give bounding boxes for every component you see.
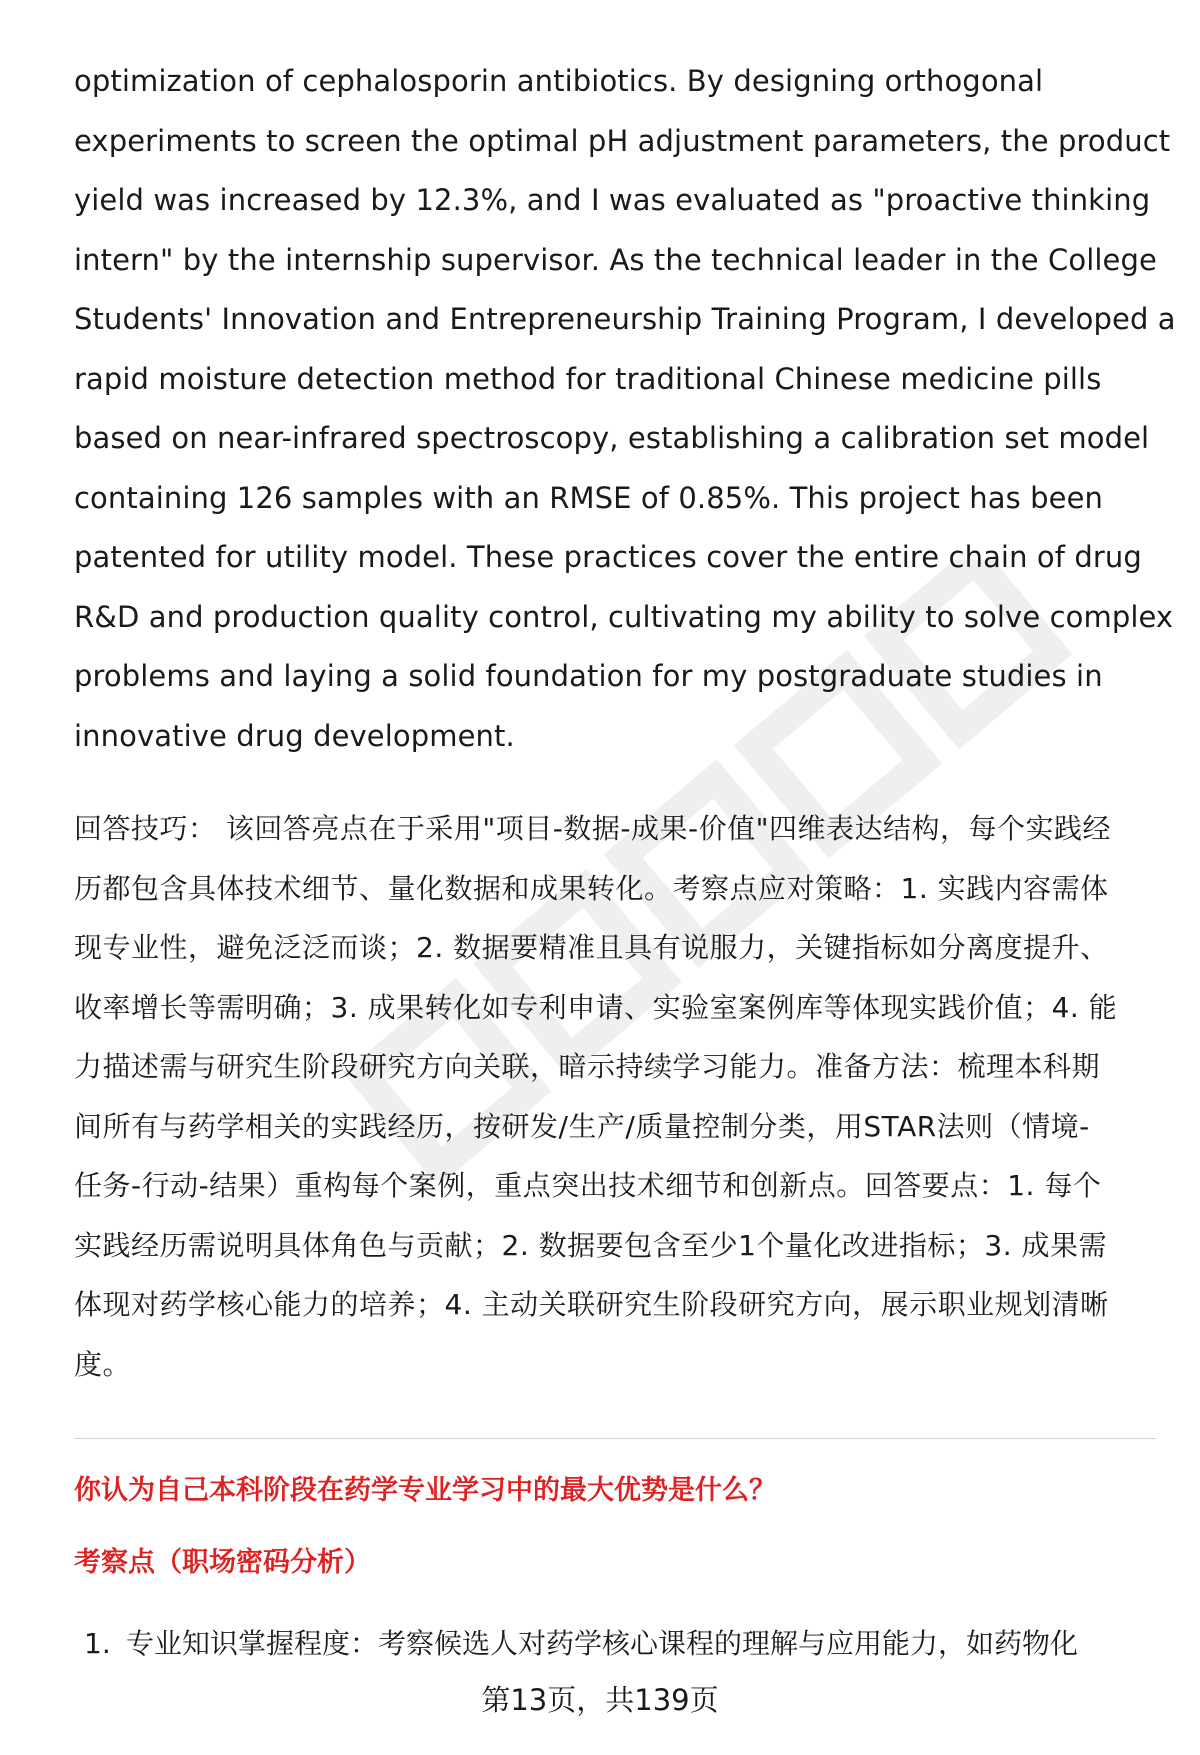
text-line: 体现对药学核心能力的培养；4. 主动关联研究生阶段研究方向，展示职业规划清晰 xyxy=(74,1288,1109,1321)
text-line: 回答技巧： 该回答亮点在于采用"项目-数据-成果-价值"四维表达结构，每个实践经 xyxy=(74,812,1111,845)
text-line: yield was increased by 12.3%, and I was evaluated as "proactive thinking xyxy=(74,183,1151,217)
text-line: patented for utility model. These practices cover the entire chain of drug xyxy=(74,540,1142,574)
text-line: optimization of cephalosporin antibiotics. By designing orthogonal xyxy=(74,64,1044,98)
text-line: problems and laying a solid foundation for my postgraduate studies in xyxy=(74,659,1103,693)
text-line: innovative drug development. xyxy=(74,718,515,753)
text-line: rapid moisture detection method for traditional Chinese medicine pills xyxy=(74,361,1102,396)
text-line: 间所有与药学相关的实践经历，按研发/生产/质量控制分类，用STAR法则（情境- xyxy=(74,1109,1090,1143)
text-line: experiments to screen the optimal pH adjustment parameters, the product xyxy=(74,123,1171,158)
text-line: 收率增长等需明确；3. 成果转化如专利申请、实验室案例库等体现实践价值；4. 能 xyxy=(74,990,1118,1024)
text-line: 现专业性，避免泛泛而谈；2. 数据要精准且具有说服力，关键指标如分离度提升、 xyxy=(74,931,1109,964)
text-line: 力描述需与研究生阶段研究方向关联，暗示持续学习能力。准备方法：梳理本科期 xyxy=(74,1050,1101,1083)
list-item-text: 专业知识掌握程度：考察候选人对药学核心课程的理解与应用能力，如药物化 xyxy=(126,1627,1079,1660)
section-divider xyxy=(74,1438,1156,1439)
text-line: 任务-行动-结果）重构每个案例，重点突出技术细节和创新点。回答要点：1. 每个 xyxy=(74,1169,1102,1202)
text-line: intern" by the internship supervisor. As the technical leader in the College xyxy=(74,242,1157,277)
text-line: Students' Innovation and Entrepreneurship Training Program, I developed a xyxy=(74,302,1176,336)
text-line: R&D and production quality control, cultivating my ability to solve complex xyxy=(74,599,1174,634)
list-item xyxy=(84,1622,1078,1662)
answer-tips-paragraph xyxy=(74,799,1154,1394)
section-heading: 考察点（职场密码分析） xyxy=(74,1547,371,1578)
text-line: based on near-infrared spectroscopy, establishing a calibration set model xyxy=(74,421,1150,455)
english-answer-paragraph xyxy=(74,52,1176,766)
page-content xyxy=(74,52,1176,1394)
text-line: 度。 xyxy=(74,1347,132,1381)
text-line: containing 126 samples with an RMSE of 0.85%. This project has been xyxy=(74,480,1104,515)
text-line: 实践经历需说明具体角色与贡献；2. 数据要包含至少1个量化改进指标；3. 成果需 xyxy=(74,1228,1108,1262)
question-heading: 你认为自己本科阶段在药学专业学习中的最大优势是什么？ xyxy=(74,1475,776,1506)
page-number-footer: 第13页，共139页 xyxy=(481,1683,719,1717)
text-line: 历都包含具体技术细节、量化数据和成果转化。考察点应对策略：1. 实践内容需体 xyxy=(74,871,1109,905)
list-number: 1. xyxy=(84,1627,111,1660)
